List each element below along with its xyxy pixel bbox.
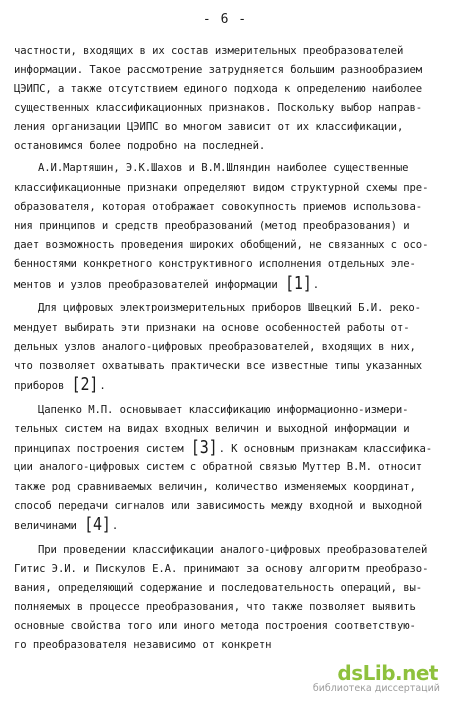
text-fragment: ментов и узлов преобразователей информации (14, 279, 278, 291)
text-line: Для цифровых электроизмерительных приборов Швецкий Б.И. реко- (38, 302, 421, 314)
text-line: дельных узлов аналого-цифровых преобразователей, входящих в них, (14, 341, 416, 353)
text-line: ния принципов и средств преобразований (метод преобразования) и (14, 220, 410, 232)
reference-4: [4] (84, 513, 111, 535)
text-line: частности, входящих в их состав измерительных преобразователей (14, 45, 404, 57)
text-fragment: . К основным признакам классифика- (218, 443, 433, 455)
reference-1: [1] (284, 272, 312, 294)
text-line: При проведении классификации аналого-цифровых преобразователей (38, 544, 428, 556)
text-line: мендует выбирать эти признаки на основе особенностей работы от- (14, 322, 410, 334)
text-line: способ передачи сигналов или зависимость между входной и выходной (14, 500, 423, 512)
text-line: величинами [4]. (14, 513, 119, 535)
text-fragment: величинами (14, 520, 77, 532)
text-line: Цапенко М.П. основывает классификацию информационно-измери- (38, 404, 409, 416)
text-line (14, 436, 433, 458)
text-fragment: принципах построения систем (14, 443, 184, 455)
text-line: вания, определяющий содержание и последовательность операций, вы- (14, 582, 423, 594)
text-line: также род сравниваемых величин, количество изменяемых координат, (14, 481, 416, 493)
text-line: основные свойства того или иного метода построения соответствую- (14, 620, 416, 632)
text-line: ЦЭИПС, а также отсутствием единого подхода к определению наиболее (14, 83, 423, 95)
text-line: приборов [2]. (14, 373, 106, 395)
text-line: ления организации ЦЭИПС во многом зависит от их классификации, (14, 121, 404, 133)
text-line: дает возможность проведения широких обобщений, не связанных с осо- (14, 239, 429, 251)
text-line: классификационные признаки определяют видом структурной схемы пре- (14, 182, 429, 194)
text-line: остановимся более подробно на последней. (14, 140, 266, 152)
watermark-logo: dsLib.net (337, 661, 438, 685)
text-line: существенных классификационных признаков. Поскольку выбор направ- (14, 102, 423, 114)
reference-2: [2] (71, 373, 99, 395)
watermark (312, 661, 444, 695)
text-line: тельных систем на видах входных величин и выходной информации и (14, 423, 410, 435)
reference-3: [3] (190, 436, 218, 458)
watermark-subtitle: библиотека диссертаций (312, 683, 440, 694)
text-fragment: приборов (14, 380, 65, 392)
text-line: Гитис Э.И. и Пискулов Е.А. принимают за основу алгоритм преобразо- (14, 563, 429, 575)
text-line: ментов и узлов преобразователей информации [1]. (14, 272, 320, 294)
text-line: образователя, которая отображает совокупность приемов использова- (14, 201, 423, 213)
text-line: бенностями конкретного конструктивного исполнения отдельных эле- (14, 258, 416, 270)
text-line: полняемых в процессе преобразования, что также позволяет выявить (14, 601, 416, 613)
text-line: информации. Такое рассмотрение затрудняется большим разнообразием (14, 64, 423, 76)
text-line: ции аналого-цифровых систем с обратной связью Муттер В.М. относит (14, 461, 423, 473)
text-line: что позволяет охватывать практически все известные типы указанных (14, 360, 423, 372)
text-line: го преобразователя независимо от конкретн (14, 639, 272, 651)
text-line: А.И.Мартяшин, Э.К.Шахов и В.М.Шляндин наиболее существенные (38, 162, 409, 174)
page-number: - 6 - (202, 12, 248, 27)
